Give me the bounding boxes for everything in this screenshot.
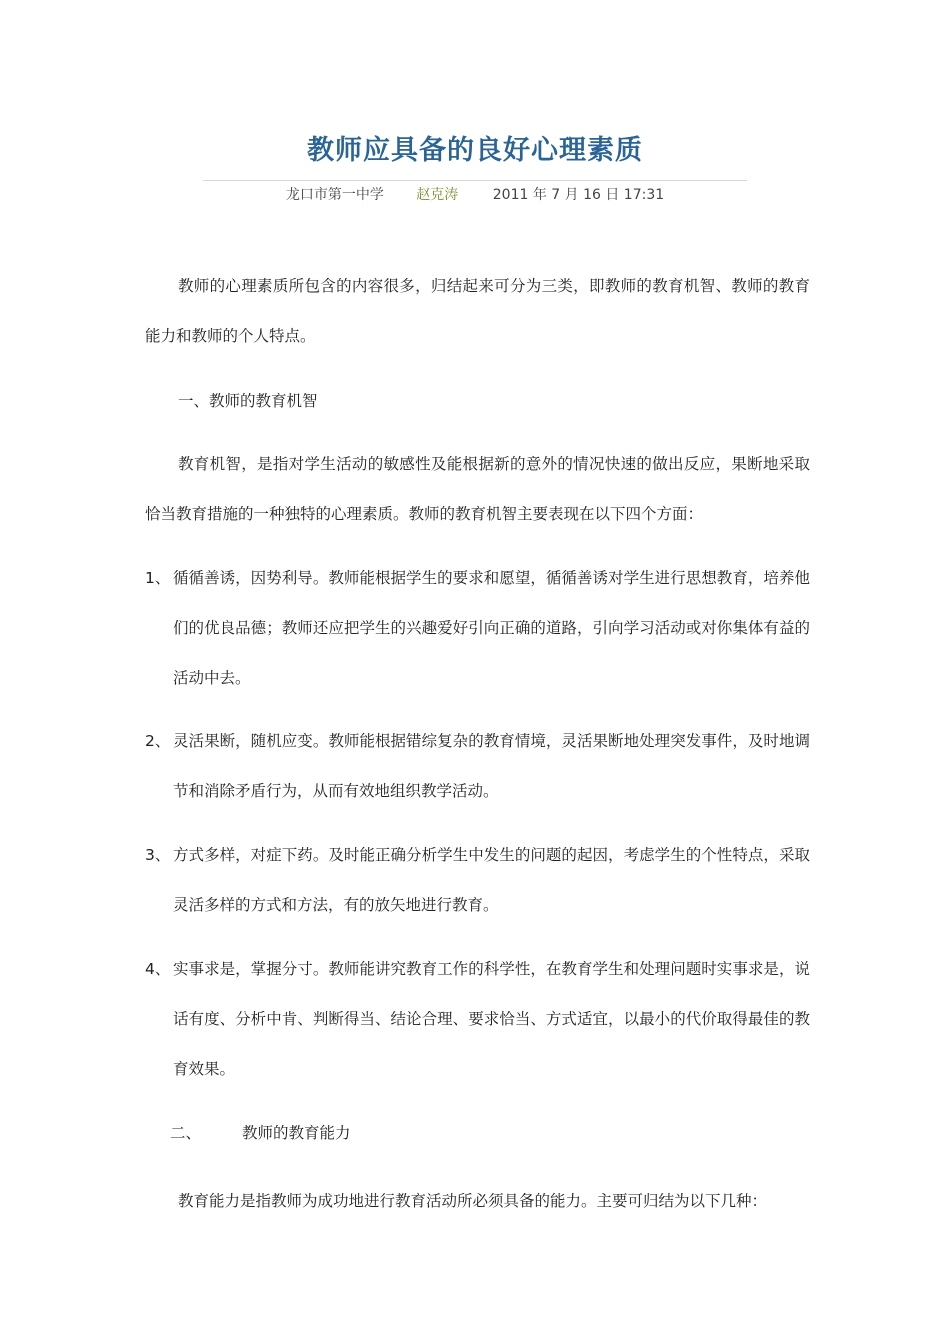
list-item-number: 3、 [145, 846, 171, 864]
list-item-4 [145, 944, 810, 1094]
list-item-text: 实事求是，掌握分寸。教师能讲究教育工作的科学性，在教育学生和处理问题时实事求是，说话有度、分析中肯、判断得当、结论合理、要求恰当、方式适宜，以最小的代价取得最佳的教育效果。 [173, 960, 810, 1078]
page-title: 教师应具备的良好心理素质 [307, 135, 643, 166]
list-item-3 [145, 830, 810, 930]
list-item-number: 4、 [145, 960, 171, 978]
list-item-number: 2、 [145, 732, 171, 750]
list-item-number: 1、 [145, 569, 171, 587]
section1-body: 教育机智，是指对学生活动的敏感性及能根据新的意外的情况快速的做出反应，果断地采取恰当教育措施的一种独特的心理素质。教师的教育机智主要表现在以下四个方面： [145, 455, 810, 523]
section2-body: 教育能力是指教师为成功地进行教育活动所必须具备的能力。主要可归结为以下几种： [178, 1192, 768, 1210]
article-meta [0, 184, 950, 204]
list-item-text: 方式多样，对症下药。及时能正确分析学生中发生的问题的起因，考虑学生的个性特点，采取灵活多样的方式和方法，有的放矢地进行教育。 [173, 846, 810, 914]
list-item-text: 循循善诱，因势利导。教师能根据学生的要求和愿望，循循善诱对学生进行思想教育，培养他们的优良品德；教师还应把学生的兴趣爱好引向正确的道路，引向学习活动或对你集体有益的活动中去。 [173, 569, 810, 687]
section2-number: 二、 [170, 1124, 202, 1142]
list-item-text: 灵活果断，随机应变。教师能根据错综复杂的教育情境，灵活果断地处理突发事件，及时地调节和消除矛盾行为，从而有效地组织教学活动。 [173, 732, 810, 800]
section1-heading: 一、教师的教育机智 [178, 392, 318, 410]
list-item-1 [145, 553, 810, 703]
meta-author[interactable]: 赵克涛 [416, 187, 459, 203]
meta-school: 龙口市第一中学 [285, 187, 384, 203]
section2-heading [170, 1118, 351, 1148]
meta-date: 2011 年 7 月 16 日 17:31 [492, 187, 665, 203]
intro-paragraph: 教师的心理素质所包含的内容很多，归结起来可分为三类，即教师的教育机智、教师的教育能力和教师的个人特点。 [145, 277, 810, 345]
section2-title: 教师的教育能力 [242, 1124, 351, 1142]
title-divider [203, 180, 747, 181]
list-item-2 [145, 716, 810, 816]
